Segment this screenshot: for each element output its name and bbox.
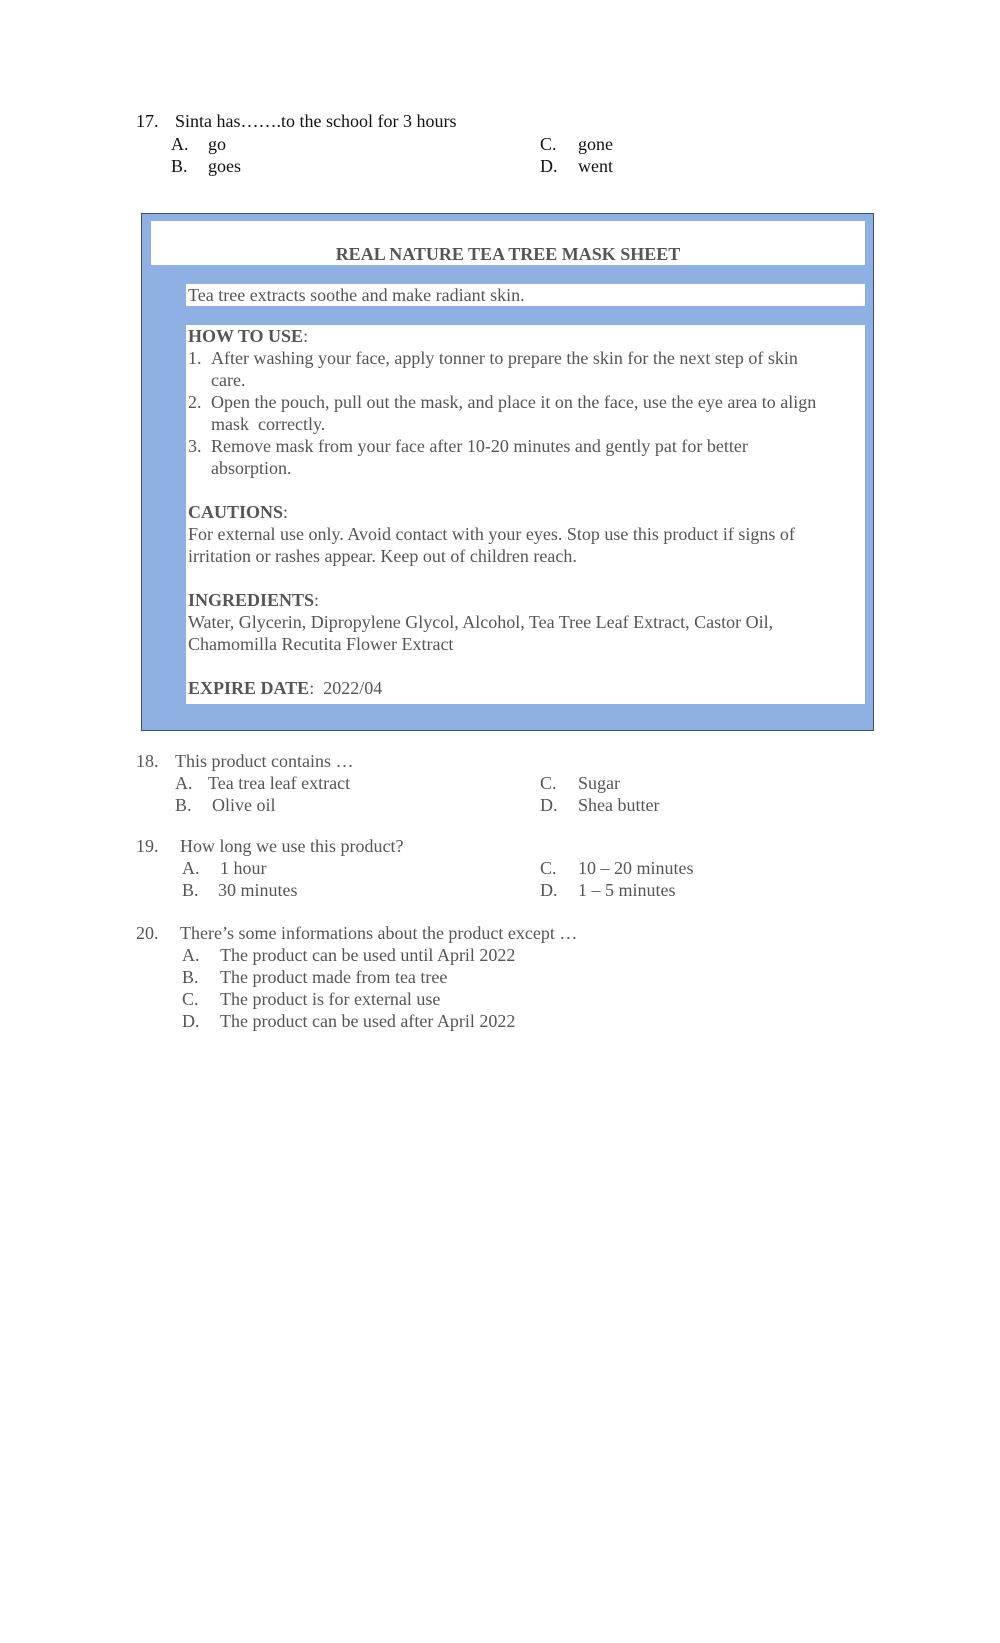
option-text: 1 hour (220, 858, 267, 878)
option-letter: D. (182, 1011, 200, 1031)
cautions-text-cont: irritation or rashes appear. Keep out of children reach. (188, 546, 577, 566)
option-letter: A. (175, 773, 193, 793)
question-text: How long we use this product? (180, 836, 404, 856)
how-to-use-heading: HOW TO USE: (188, 326, 309, 346)
question-number: 17. (136, 111, 159, 131)
option-letter: B. (175, 795, 192, 815)
details-box (186, 325, 865, 704)
step-text-cont: care. (211, 370, 246, 390)
step-text: Open the pouch, pull out the mask, and place it on the face, use the eye area to align (211, 392, 817, 412)
cautions-label: CAUTIONS (188, 502, 284, 522)
option-letter: A. (182, 858, 200, 878)
option-text: go (208, 134, 226, 154)
option-letter: C. (182, 989, 199, 1009)
option-letter: B. (171, 156, 188, 176)
cautions-heading: CAUTIONS: (188, 502, 289, 522)
expire-label: EXPIRE DATE (188, 678, 310, 698)
option-text: 10 – 20 minutes (578, 858, 694, 878)
option-letter: A. (182, 945, 200, 965)
expire-date: EXPIRE DATE: 2022/04 (188, 678, 383, 698)
option-letter: D. (540, 880, 558, 900)
expire-value: 2022/04 (323, 678, 383, 698)
option-text: The product is for external use (220, 989, 441, 1009)
question-text: There’s some informations about the product except … (180, 923, 578, 943)
step-text-cont: absorption. (211, 458, 292, 478)
step-text: After washing your face, apply tonner to prepare the skin for the next step of skin (211, 348, 798, 368)
title-box (151, 221, 865, 265)
option-text: Olive oil (212, 795, 276, 815)
option-letter: C. (540, 773, 557, 793)
option-letter: B. (182, 967, 199, 987)
tagline-box (186, 284, 865, 306)
option-text: 1 – 5 minutes (578, 880, 676, 900)
ingredients-text-cont: Chamomilla Recutita Flower Extract (188, 634, 454, 654)
option-text: The product made from tea tree (220, 967, 448, 987)
cautions-text: For external use only. Avoid contact with your eyes. Stop use this product if signs of (188, 524, 795, 544)
option-letter: A. (171, 134, 189, 154)
option-letter: C. (540, 134, 557, 154)
question-number: 20. (136, 923, 159, 943)
how-to-use-label: HOW TO USE (188, 326, 304, 346)
step-text-cont: mask correctly. (211, 414, 326, 434)
product-info-panel (141, 213, 874, 731)
step-text: Remove mask from your face after 10-20 minutes and gently pat for better (211, 436, 748, 456)
option-text: goes (208, 156, 241, 176)
ingredients-heading: INGREDIENTS: (188, 590, 320, 610)
option-text: gone (578, 134, 613, 154)
option-text: The product can be used after April 2022 (220, 1011, 516, 1031)
question-text: This product contains … (175, 751, 354, 771)
product-title: REAL NATURE TEA TREE MASK SHEET (335, 244, 681, 264)
question-text: Sinta has…….to the school for 3 hours (175, 111, 457, 131)
step-number: 3. (188, 436, 202, 456)
step-number: 2. (188, 392, 202, 412)
option-text: Shea butter (578, 795, 660, 815)
option-text: 30 minutes (218, 880, 298, 900)
option-letter: C. (540, 858, 557, 878)
option-text: The product can be used until April 2022 (220, 945, 516, 965)
option-letter: D. (540, 795, 558, 815)
question-number: 18. (136, 751, 159, 771)
ingredients-text: Water, Glycerin, Dipropylene Glycol, Alcohol, Tea Tree Leaf Extract, Castor Oil, (188, 612, 774, 632)
option-letter: B. (182, 880, 199, 900)
option-text: Tea trea leaf extract (208, 773, 351, 793)
option-text: went (578, 156, 613, 176)
step-number: 1. (188, 348, 202, 368)
product-tagline: Tea tree extracts soothe and make radiant skin. (188, 285, 525, 305)
option-text: Sugar (578, 773, 620, 793)
question-number: 19. (136, 836, 159, 856)
option-letter: D. (540, 156, 558, 176)
ingredients-label: INGREDIENTS (188, 590, 315, 610)
